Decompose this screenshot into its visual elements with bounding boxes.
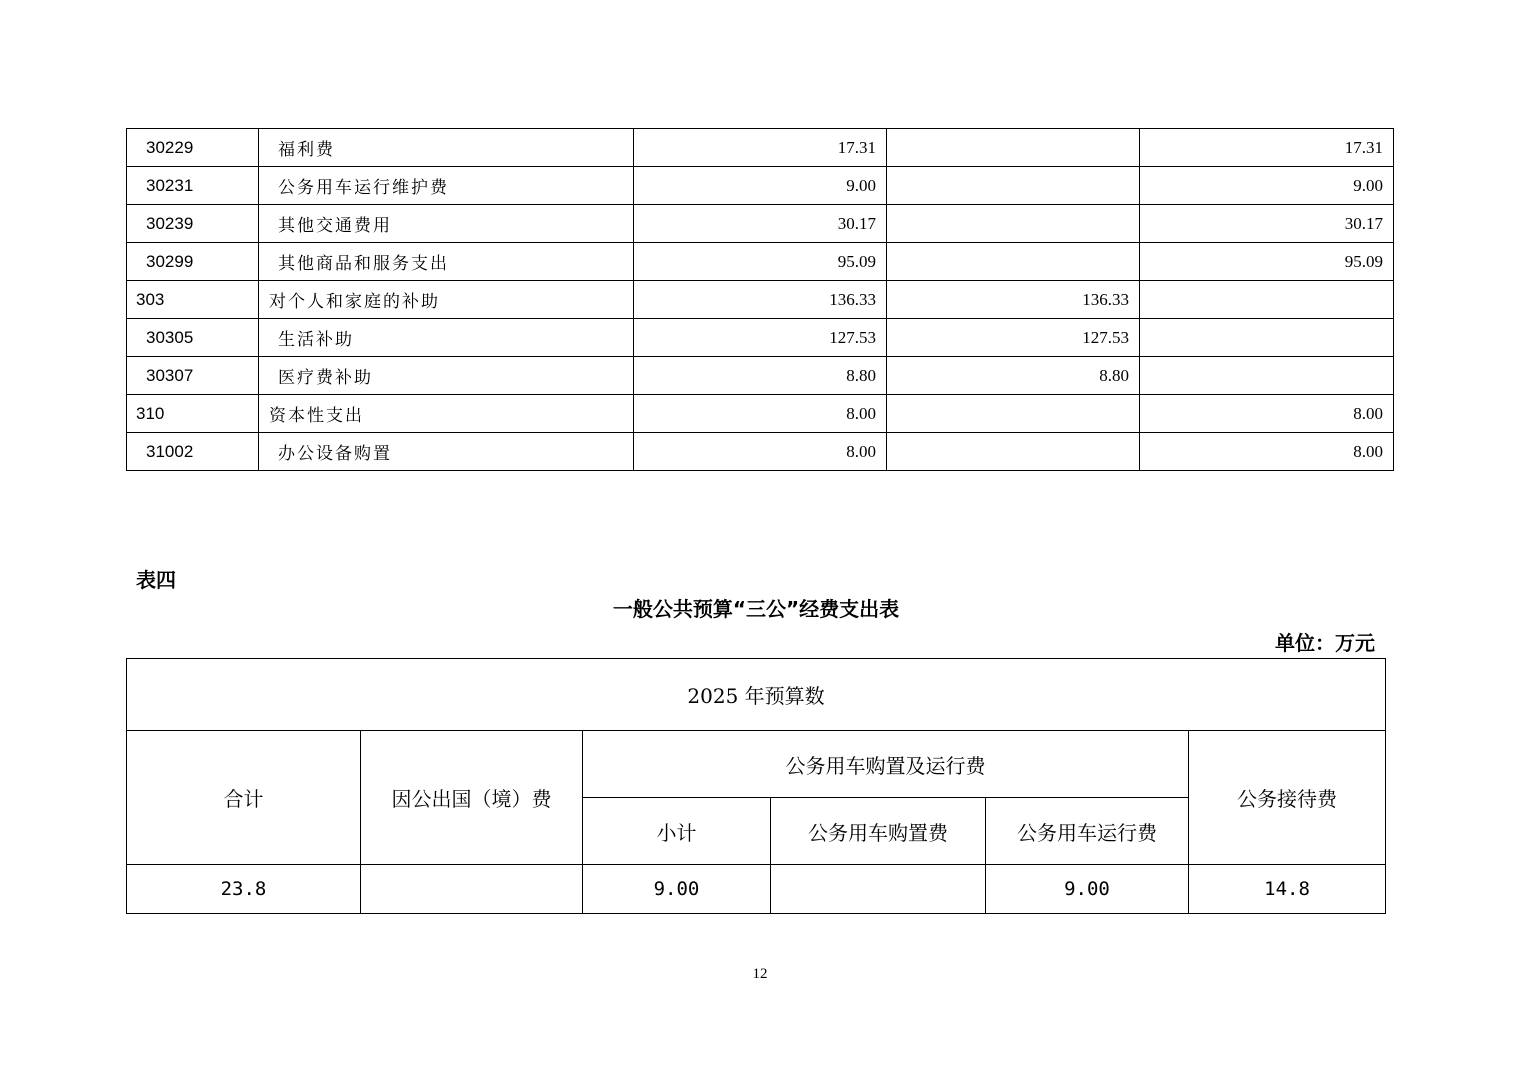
table-row [127,395,1394,433]
row-total: 8.80 [634,357,887,395]
row-total: 136.33 [634,281,887,319]
data-row [127,865,1386,914]
row-name: 医疗费补助 [259,357,634,395]
row-basic [887,243,1140,281]
table-row [127,357,1394,395]
row-code: 30231 [127,167,259,205]
table-row [127,167,1394,205]
row-code: 30229 [127,129,259,167]
table-row [127,281,1394,319]
expense-table [126,128,1394,471]
row-total: 8.00 [634,433,887,471]
header-total: 合计 [127,731,361,865]
value-vehicle-purchase [771,865,986,914]
table-row [127,243,1394,281]
row-basic: 136.33 [887,281,1140,319]
table-title: 一般公共预算“三公”经费支出表 [612,597,900,621]
header-row-year [127,659,1386,731]
row-code: 30305 [127,319,259,357]
page-number: 12 [752,966,768,982]
row-name: 办公设备购置 [259,433,634,471]
table-row [127,433,1394,471]
value-overseas [361,865,583,914]
row-project: 8.00 [1140,395,1394,433]
row-basic [887,129,1140,167]
year-header: 2025 年预算数 [127,659,1386,731]
table-label: 表四 [136,568,176,592]
row-project: 30.17 [1140,205,1394,243]
row-total: 8.00 [634,395,887,433]
table-row [127,129,1394,167]
header-vehicle-purchase: 公务用车购置费 [771,798,986,865]
row-project [1140,357,1394,395]
row-total: 17.31 [634,129,887,167]
row-basic [887,205,1140,243]
header-row-main [127,731,1386,798]
row-name: 其他交通费用 [259,205,634,243]
row-basic [887,433,1140,471]
three-public-expense-table [126,658,1386,914]
row-name: 福利费 [259,129,634,167]
row-name: 资本性支出 [259,395,634,433]
row-total: 30.17 [634,205,887,243]
row-name: 公务用车运行维护费 [259,167,634,205]
row-total: 127.53 [634,319,887,357]
header-reception: 公务接待费 [1189,731,1386,865]
table-row [127,319,1394,357]
row-code: 310 [127,395,259,433]
row-project: 95.09 [1140,243,1394,281]
row-project [1140,281,1394,319]
row-basic [887,167,1140,205]
row-code: 30239 [127,205,259,243]
header-vehicle-operation: 公务用车运行费 [986,798,1189,865]
table-row [127,205,1394,243]
value-reception: 14.8 [1189,865,1386,914]
row-project: 9.00 [1140,167,1394,205]
row-total: 95.09 [634,243,887,281]
header-vehicle: 公务用车购置及运行费 [583,731,1189,798]
value-subtotal: 9.00 [583,865,771,914]
expense-table-body [127,129,1394,471]
row-code: 303 [127,281,259,319]
row-project: 17.31 [1140,129,1394,167]
value-total: 23.8 [127,865,361,914]
row-total: 9.00 [634,167,887,205]
header-subtotal: 小计 [583,798,771,865]
row-code: 30307 [127,357,259,395]
header-overseas: 因公出国（境）费 [361,731,583,865]
row-project: 8.00 [1140,433,1394,471]
row-name: 对个人和家庭的补助 [259,281,634,319]
value-vehicle-operation: 9.00 [986,865,1189,914]
row-basic: 8.80 [887,357,1140,395]
row-code: 30299 [127,243,259,281]
row-name: 其他商品和服务支出 [259,243,634,281]
row-basic: 127.53 [887,319,1140,357]
row-basic [887,395,1140,433]
row-project [1140,319,1394,357]
row-code: 31002 [127,433,259,471]
row-name: 生活补助 [259,319,634,357]
unit-label: 单位：万元 [1275,631,1375,655]
